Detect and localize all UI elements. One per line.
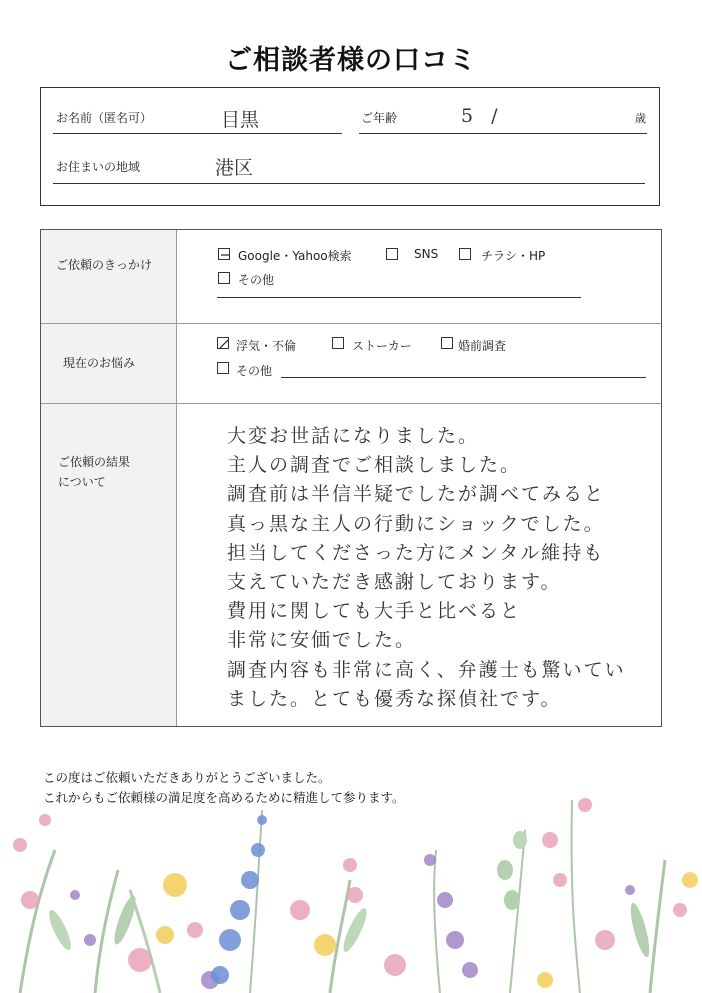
premarital-checkbox[interactable] (441, 337, 453, 349)
comment-line: 主人の調査でご相談しました。 (227, 454, 522, 477)
stalker-checkbox[interactable] (332, 337, 344, 349)
sns-option-label: SNS (414, 247, 439, 261)
google-yahoo-option-label: Google・Yahoo検索 (238, 249, 352, 263)
sns-checkbox[interactable] (386, 248, 398, 260)
trigger-other-option-label: その他 (238, 273, 275, 287)
comment-line: 担当してくださった方にメンタル維持も (227, 541, 605, 564)
flyer-hp-checkbox[interactable] (459, 248, 471, 260)
checkmark-icon (219, 249, 231, 261)
comment-line: 調査内容も非常に高く、弁護士も驚いてい (227, 658, 626, 681)
name-value[interactable]: 目黒 (221, 109, 260, 131)
affair-checkbox[interactable] (217, 337, 229, 349)
trigger-other-underline[interactable] (217, 297, 581, 298)
result-label-line2: について (58, 475, 106, 489)
name-label: お名前（匿名可） (56, 111, 153, 125)
age-underline (359, 133, 647, 134)
row-divider (41, 403, 661, 404)
stalker-option-label: ストーカー (352, 339, 412, 353)
age-label: ご年齢 (361, 111, 398, 125)
google-yahoo-checkbox[interactable] (218, 248, 230, 260)
thanks-line1: この度はご依頼いただきありがとうございました。 (43, 770, 331, 785)
area-label: お住まいの地域 (56, 160, 141, 174)
page-title: ご相談者様の口コミ (225, 45, 477, 76)
premarital-option-label: 婚前調査 (458, 339, 507, 353)
yellow-flowers (156, 872, 698, 988)
result-label (58, 452, 130, 492)
comment-line: 非常に安価でした。 (227, 629, 417, 652)
thanks-line2: これからもご依頼様の満足度を高めるために精進して参ります。 (43, 790, 405, 805)
comment-line: 支えていただき感謝しております。 (227, 571, 562, 594)
area-value[interactable]: 港区 (215, 157, 254, 179)
result-label-line1: ご依頼の結果 (58, 455, 131, 469)
age-value[interactable]: 5 / (461, 105, 504, 127)
concern-label: 現在のお悩み (63, 356, 136, 370)
trigger-label: ご依頼のきっかけ (56, 258, 153, 272)
blue-flowers (211, 815, 267, 984)
area-underline (53, 183, 645, 184)
flower-decoration (0, 780, 702, 993)
comment-line: 費用に関しても大手と比べると (227, 600, 522, 623)
result-comment (227, 422, 647, 714)
leaves (20, 800, 665, 993)
profile-box (40, 87, 660, 206)
concern-other-option-label: その他 (236, 364, 273, 378)
name-underline (53, 133, 342, 134)
comment-line: 大変お世話になりました。 (227, 425, 480, 447)
age-unit: 歳 (635, 112, 646, 125)
row-divider (41, 323, 661, 324)
comment-line: ました。とても優秀な探偵社です。 (227, 687, 562, 710)
trigger-other-checkbox[interactable] (218, 272, 230, 284)
comment-line: 調査前は半信半疑でしたが調べてみると (227, 483, 606, 506)
affair-option-label: 浮気・不倫 (236, 339, 297, 353)
flyer-hp-option-label: チラシ・HP (481, 249, 546, 263)
concern-other-underline[interactable] (281, 377, 646, 378)
checkmark-icon (218, 338, 230, 350)
concern-other-checkbox[interactable] (217, 362, 229, 374)
comment-line: 真っ黒な主人の行動にショックでした。 (227, 512, 605, 535)
